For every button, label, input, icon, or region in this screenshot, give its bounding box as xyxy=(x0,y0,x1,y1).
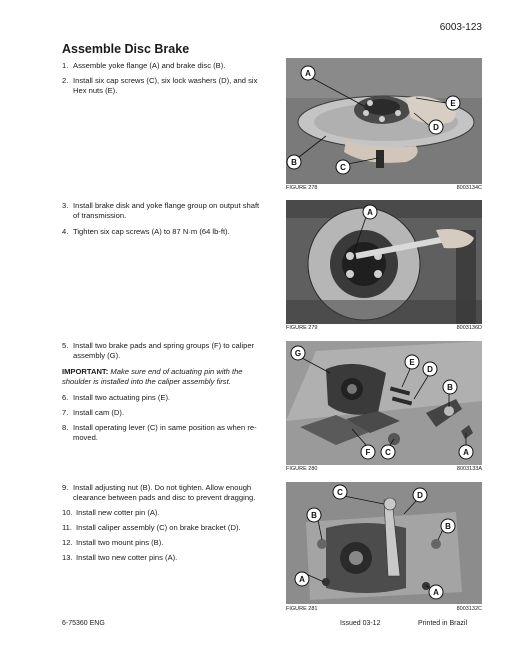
step-text: Install operating lever (C) in same position as when re-moved. xyxy=(73,423,257,442)
step-number: 11. xyxy=(62,523,72,532)
callout-c xyxy=(336,158,378,174)
step-1 xyxy=(62,61,267,71)
figure-label: FIGURE 278 xyxy=(286,185,318,191)
step-3 xyxy=(62,201,267,221)
svg-text:A: A xyxy=(463,448,469,457)
step-6 xyxy=(62,393,267,403)
svg-text:D: D xyxy=(427,365,433,374)
svg-text:A: A xyxy=(433,588,439,597)
important-label: IMPORTANT: xyxy=(62,367,109,376)
step-number: 6. xyxy=(62,393,69,402)
svg-text:D: D xyxy=(417,491,423,500)
svg-text:B: B xyxy=(311,511,317,520)
important-text: Make sure end of actuating pin with the shoulder is installed into the caliper assembly first. xyxy=(62,367,243,386)
callout-c xyxy=(333,485,384,504)
svg-text:A: A xyxy=(367,208,373,217)
section-title: Assemble Disc Brake xyxy=(62,42,190,56)
callout-a-right xyxy=(426,585,443,599)
callout-d xyxy=(404,488,427,514)
figure-280-photo xyxy=(286,341,482,465)
figure-code: 8003133A xyxy=(456,466,482,472)
svg-text:C: C xyxy=(385,448,391,457)
callout-e xyxy=(402,355,419,387)
step-number: 8. xyxy=(62,423,69,432)
step-text: Tighten six cap screws (A) to 87 N·m (64 lb-ft). xyxy=(73,227,230,236)
callout-b-right xyxy=(438,519,455,540)
svg-text:G: G xyxy=(294,349,302,358)
step-text: Install two mount pins (B). xyxy=(76,538,164,547)
callout-e xyxy=(416,96,460,110)
svg-text:A: A xyxy=(299,575,305,584)
step-8 xyxy=(62,423,267,443)
svg-text:B: B xyxy=(291,158,297,167)
step-number: 10. xyxy=(62,508,73,517)
svg-text:E: E xyxy=(450,99,456,108)
figure-label: FIGURE 279 xyxy=(286,325,318,331)
svg-text:C: C xyxy=(340,163,346,172)
page-number: 6003-123 xyxy=(439,22,482,33)
step-number: 1. xyxy=(62,61,69,70)
step-text: Install cam (D). xyxy=(73,408,125,417)
svg-text:B: B xyxy=(447,383,453,392)
figure-code: 8003132C xyxy=(456,606,482,612)
step-text: Install two actuating pins (E). xyxy=(73,393,171,402)
svg-text:B: B xyxy=(445,522,451,531)
callout-b-left xyxy=(307,508,322,540)
footer-printed: Printed in Brazil xyxy=(418,620,468,627)
step-text: Assemble yoke flange (A) and brake disc (B). xyxy=(73,61,226,70)
step-13 xyxy=(62,553,267,563)
svg-text:C: C xyxy=(337,488,343,497)
step-number: 13. xyxy=(62,553,73,562)
important-note xyxy=(62,367,267,387)
callout-b xyxy=(287,136,326,169)
callout-g xyxy=(291,346,330,373)
step-number: 4. xyxy=(62,227,69,236)
figure-label: FIGURE 280 xyxy=(286,466,318,472)
callout-c xyxy=(381,439,395,459)
step-text: Install brake disk and yoke flange group on output shaft of transmission. xyxy=(73,201,260,220)
step-number: 7. xyxy=(62,408,69,417)
figure-278-photo xyxy=(286,58,482,184)
svg-text:A: A xyxy=(305,69,311,78)
svg-text:D: D xyxy=(433,123,439,132)
step-2 xyxy=(62,76,267,96)
figure-label: FIGURE 281 xyxy=(286,606,318,612)
step-number: 12. xyxy=(62,538,73,547)
step-text: Install two brake pads and spring groups (F) to caliper assembly (G). xyxy=(73,341,255,360)
step-number: 5. xyxy=(62,341,69,350)
callout-f xyxy=(352,429,375,459)
step-7 xyxy=(62,408,267,418)
step-12 xyxy=(62,538,267,548)
figure-279-photo xyxy=(286,200,482,324)
svg-text:F: F xyxy=(365,448,371,457)
figure-code: 8003136D xyxy=(456,325,482,331)
footer-issued: Issued 03-12 xyxy=(340,620,381,627)
callout-a xyxy=(459,433,473,459)
callout-a xyxy=(354,205,377,252)
step-9 xyxy=(62,483,267,503)
step-10 xyxy=(62,508,267,518)
step-number: 9. xyxy=(62,483,69,492)
step-5 xyxy=(62,341,267,361)
step-text: Install new cotter pin (A). xyxy=(76,508,160,517)
step-number: 3. xyxy=(62,201,69,210)
step-text: Install caliper assembly (C) on brake bracket (D). xyxy=(76,523,241,532)
step-4 xyxy=(62,227,267,237)
step-number: 2. xyxy=(62,76,69,85)
step-11 xyxy=(62,523,267,533)
step-text: Install six cap screws (C), six lock washers (D), and six Hex nuts (E). xyxy=(73,76,258,95)
step-text: Install adjusting nut (B). Do not tighten. Allow enough clearance between pads and disc to prevent dragging. xyxy=(73,483,256,502)
callout-d xyxy=(414,113,443,134)
callout-b xyxy=(443,380,457,407)
svg-text:E: E xyxy=(409,358,415,367)
footer-doc-number: 6-75360 ENG xyxy=(62,620,105,627)
callout-d xyxy=(414,362,437,399)
figure-code: 8003134C xyxy=(456,185,482,191)
callout-a xyxy=(301,66,364,106)
callout-a-left xyxy=(295,572,324,586)
figure-281-photo xyxy=(286,482,482,604)
step-text: Install two new cotter pins (A). xyxy=(76,553,178,562)
